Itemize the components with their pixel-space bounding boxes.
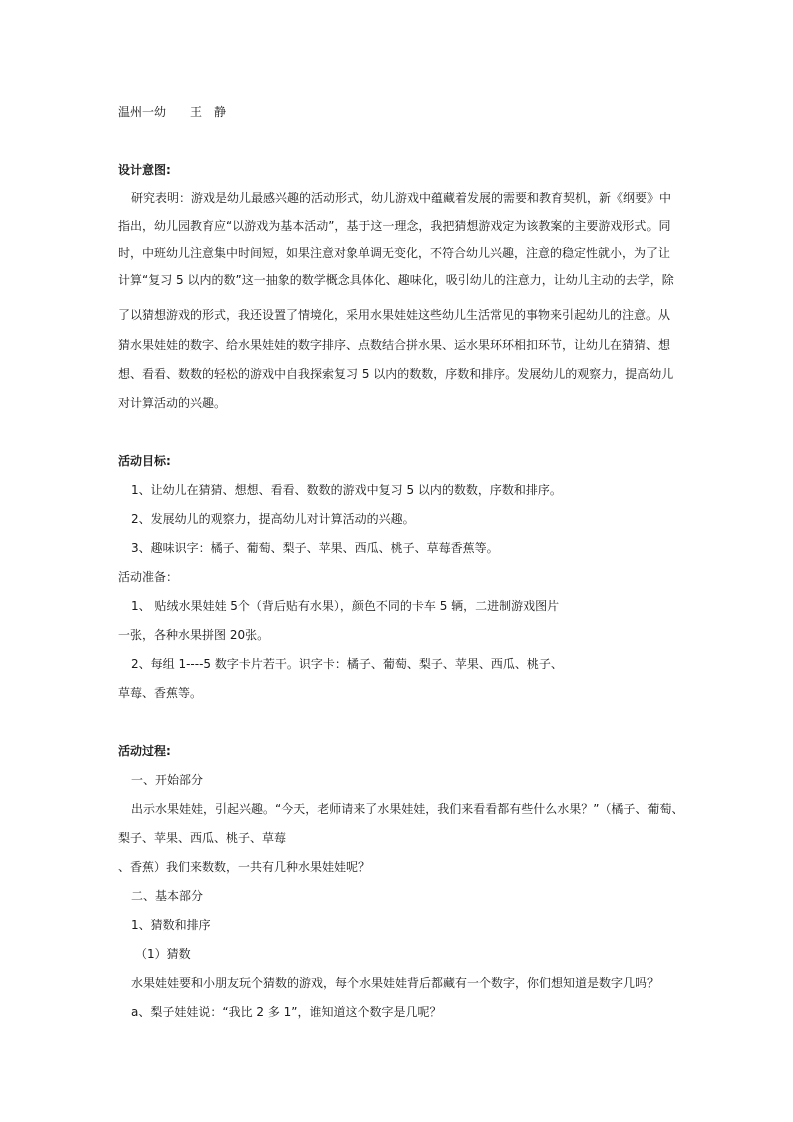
design-line: 研究表明：游戏是幼儿最感兴趣的活动形式，幼儿游戏中蕴藏着发展的需要和教育契机，新《纲要》中 xyxy=(131,191,672,205)
process-heading: 活动过程: xyxy=(118,744,171,758)
goal-item: 2、发展幼儿的观察力，提高幼儿对计算活动的兴趣。 xyxy=(131,512,415,526)
design-line: 指出，幼儿园教育应“以游戏为基本活动”，基于这一理念，我把猜想游戏定为该教案的主要游戏形式。同 xyxy=(118,219,671,233)
prep-heading: 活动准备： xyxy=(118,570,179,584)
process-line: （1）猜数 xyxy=(135,947,191,961)
design-line: 计算“复习 5 以内的数”这一抽象的数学概念具体化、趣味化，吸引幼儿的注意力，让幼儿主动的去学，除 xyxy=(118,273,674,287)
prep-line: 1、 贴绒水果娃娃 5个（背后贴有水果），颜色不同的卡车 5 辆，二进制游戏图片 xyxy=(131,599,560,613)
process-line: 二、基本部分 xyxy=(131,889,204,903)
goals-heading: 活动目标: xyxy=(118,454,171,468)
design-line: 想、看看、数数的轻松的游戏中自我探索复习 5 以内的数数，序数和排序。发展幼儿的观察力，提高幼儿 xyxy=(118,367,674,381)
design-line: 了以猜想游戏的形式，我还设置了情境化，采用水果娃娃这些幼儿生活常见的事物来引起幼儿的注意。从 xyxy=(118,308,671,322)
goal-item: 1、让幼儿在猜猜、想想、看看、数数的游戏中复习 5 以内的数数，序数和排序。 xyxy=(131,483,562,497)
author-line: 温州一幼 王 静 xyxy=(118,105,227,119)
process-line: 1、猜数和排序 xyxy=(131,918,211,932)
process-line: 水果娃娃要和小朋友玩个猜数的游戏，每个水果娃娃背后都藏有一个数字，你们想知道是数字几吗？ xyxy=(131,976,660,990)
process-line: 一、开始部分 xyxy=(131,773,204,787)
prep-line: 2、每组 1----5 数字卡片若干。识字卡：橘子、葡萄、梨子、苹果、西瓜、桃子、 xyxy=(131,657,563,671)
design-line: 对计算活动的兴趣。 xyxy=(118,396,227,410)
design-line: 时，中班幼儿注意集中时间短，如果注意对象单调无变化，不符合幼儿兴趣，注意的稳定性就小，为了让 xyxy=(118,246,671,260)
process-line: 梨子、苹果、西瓜、桃子、草莓 xyxy=(118,831,287,845)
process-line: 、香蕉）我们来数数，一共有几种水果娃娃呢？ xyxy=(118,860,371,874)
process-line: 出示水果娃娃，引起兴趣。“今天，老师请来了水果娃娃，我们来看看都有些什么水果？”（橘子、葡萄、 xyxy=(131,802,684,816)
prep-line: 草莓、香蕉等。 xyxy=(118,686,203,700)
goal-item: 3、趣味识字：橘子、葡萄、梨子、苹果、西瓜、桃子、草莓香蕉等。 xyxy=(131,541,499,555)
design-line: 猜水果娃娃的数字、给水果娃娃的数字排序、点数结合拼水果、运水果环环相扣环节，让幼儿在猜猜、想 xyxy=(118,338,671,352)
prep-line: 一张，各种水果拼图 20张。 xyxy=(118,628,270,642)
design-heading: 设计意图: xyxy=(118,163,171,177)
process-line: a、梨子娃娃说：“我比 2 多 1”，谁知道这个数字是几呢？ xyxy=(131,1005,442,1019)
